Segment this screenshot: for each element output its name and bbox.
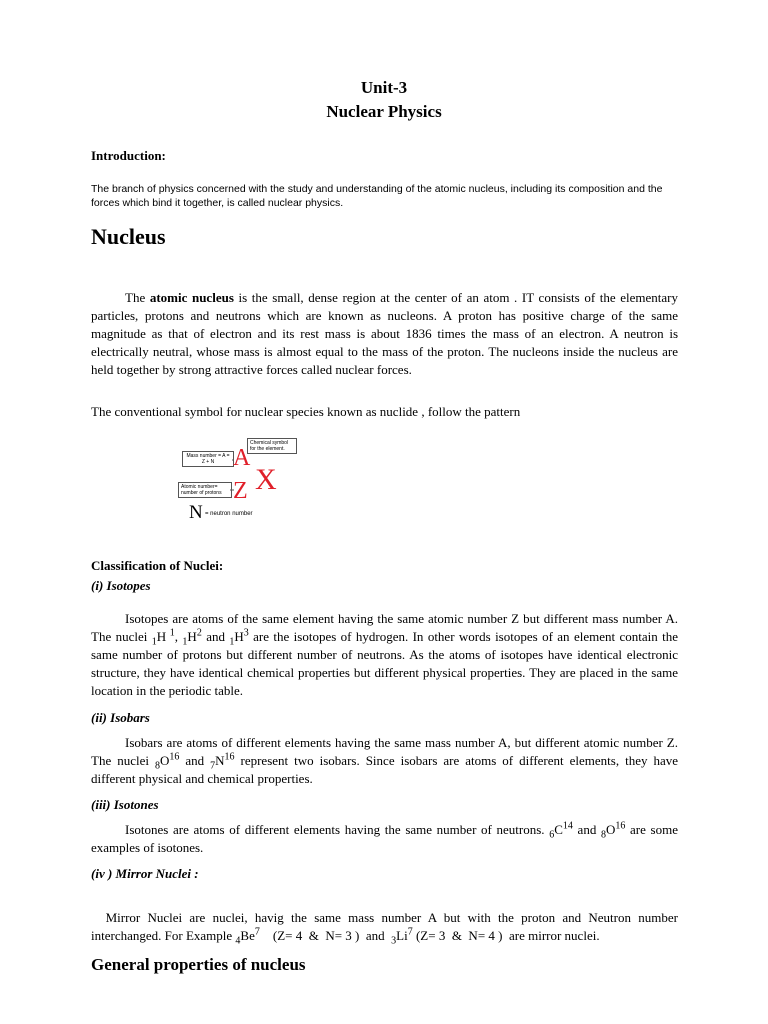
- mirror-nuclei-paragraph: Mirror Nuclei are nuclei, havig the same mass number A but with the proton and Neutron number interchanged. For Example $_4Be^7$ (Z= 4 & N= 3 ) and $_3Li^7$ (Z= 3 & N= 4 ) are mirror nuclei.: [91, 910, 682, 947]
- isotones-paragraph: Isotones are atoms of different elements having the same number of neutrons. $_6C^{14}$ and $_8O^{16}$ are some examples of isotones.: [91, 820, 678, 855]
- nucleus-paragraph: The atomic nucleus is the small, dense region at the center of an atom . IT consists of the elementary particles, protons and neutrons which are known as nucleons. A proton has positive charge of the same magnitude as that of electron and its rest mass is about 1836 times the mass of an electron. A neutron is electrically neutral, whose mass is almost equal to the mass of the proton. The nucleons inside the nucleus are held together by strong attractive forces called nuclear forces.: [91, 290, 679, 377]
- intro-heading: Introduction:: [91, 148, 166, 163]
- nuclear-physics-link[interactable]: nuclear physics: [267, 197, 341, 209]
- isobars-paragraph: Isobars are atoms of different elements having the same mass number A, but different atomic number Z. The nuclei $_8O^{16}$ and $_7N^{16}$ represent two isobars. Since isobars are atoms of different elements, they have different physical and chemical properties.: [91, 735, 678, 786]
- neutron-number-label: = neutron number: [205, 511, 253, 517]
- chemical-symbol-label: Chemical symbol for the element.: [247, 438, 297, 454]
- general-properties-heading: General properties of nucleus: [91, 955, 306, 974]
- mass-number-symbol: A: [233, 445, 251, 471]
- atomic-number-symbol: Z: [233, 478, 248, 504]
- page-title: Nuclear Physics: [326, 102, 442, 121]
- classification-heading: Classification of Nuclei:: [91, 558, 224, 573]
- element-symbol: X: [255, 463, 277, 496]
- isotones-title: (iii) Isotones: [91, 797, 159, 812]
- unit-heading: Unit-3: [360, 78, 408, 97]
- intro-paragraph: The branch of physics concerned with the study and understanding of the atomic nucleus, including its composition and the forces which bind it together, is called nuclear physics.: [91, 183, 663, 209]
- nuclide-pattern-text: The conventional symbol for nuclear species known as nuclide , follow the pattern: [91, 404, 521, 419]
- atomic-number-label: Atomic number= number of protons: [178, 482, 232, 498]
- isobars-title: (ii) Isobars: [91, 710, 150, 725]
- nuclide-diagram: [176, 434, 306, 524]
- neutron-number-symbol: N: [189, 502, 203, 523]
- mass-number-label: Mass number = A = Z + N: [182, 451, 234, 467]
- isotopes-paragraph: Isotopes are atoms of the same element having the same atomic number Z but different mass number A. The nuclei $_1$H $^1$, $_1H^2$ and $_1H^3$ are the isotopes of hydrogen. In other words isotopes of an element contain the same number of protons but different number of neutrons. As the atoms of isotopes have identical electronic structure, they have identical chemical properties but different physical properties. They are placed in the same location in the periodic table.: [91, 611, 679, 698]
- mirror-nuclei-title: (iv ) Mirror Nuclei :: [91, 866, 199, 881]
- nucleus-heading: Nucleus: [91, 224, 166, 249]
- isotopes-title: (i) Isotopes: [91, 578, 151, 593]
